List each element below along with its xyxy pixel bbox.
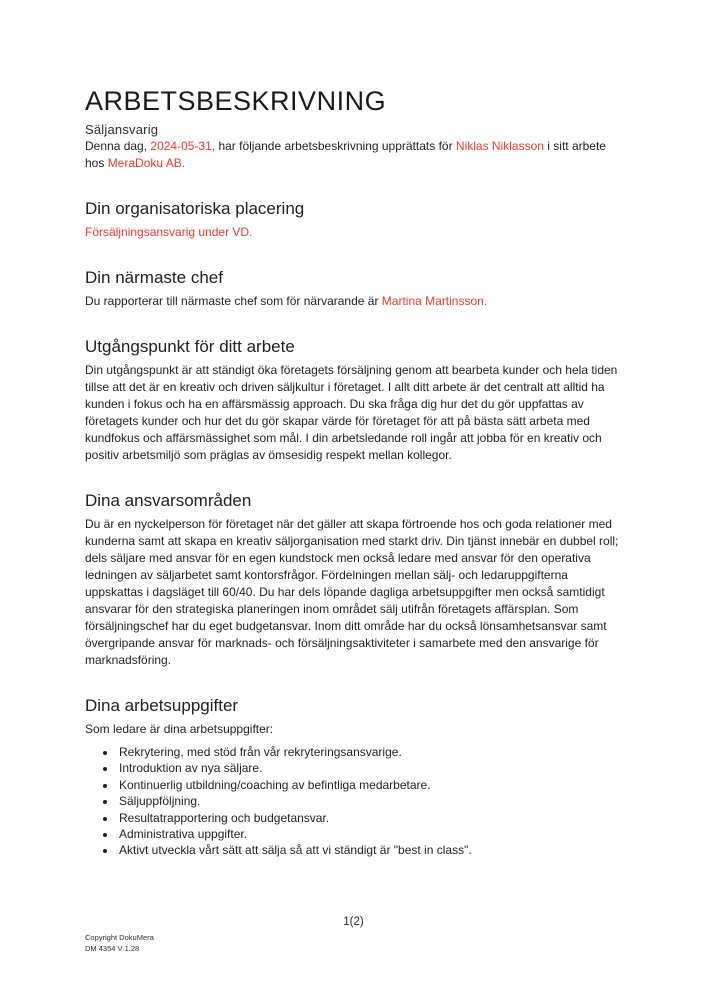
bullet-item: • Aktivt utveckla vårt sätt att sälja så att vi ständigt är "best in class". [117, 842, 622, 858]
copyright-block [85, 933, 154, 954]
task-bullet-list [85, 744, 622, 859]
text-run: Denna dag, [85, 139, 151, 153]
text-run: Du rapporterar till närmaste chef som för närvarande är [85, 294, 382, 308]
document-title: ARBETSBESKRIVNING [85, 86, 387, 116]
intro-paragraph [85, 138, 622, 172]
section-heading-narmaste-chef: Din närmaste chef [85, 268, 223, 287]
highlighted-value: MeraDoku AB. [107, 156, 186, 170]
section-heading-ansvarsomraden: Dina ansvarsområden [85, 491, 252, 510]
section-body-utgangspunkt [85, 362, 622, 464]
document-subtitle: Säljansvarig [85, 122, 159, 137]
section-body-ansvarsomraden [85, 516, 622, 669]
section-body-narmaste-chef [85, 293, 622, 310]
section-body-organisatorisk-placering [85, 224, 622, 241]
bullet-item: • Rekrytering, med stöd från vår rekryteringsansvarige. [117, 744, 622, 760]
highlighted-value: Försäljningsansvarig under VD. [85, 225, 253, 239]
highlighted-value: 2024-05-31, [150, 139, 216, 153]
section-arbetsuppgifter [85, 695, 622, 859]
section-heading-organisatorisk-placering: Din organisatoriska placering [85, 199, 305, 218]
bullet-item: • Kontinuerlig utbildning/coaching av befintliga medarbetare. [117, 777, 622, 793]
section-utgangspunkt [85, 336, 622, 464]
page-number: 1(2) [343, 916, 364, 928]
bullet-item: • Säljuppföljning. [117, 793, 622, 809]
text-run: har följande arbetsbeskrivning upprättats för [215, 139, 456, 153]
highlighted-value: Martina Martinsson. [381, 294, 488, 308]
bullet-item: • Resultatrapportering och budgetansvar. [117, 810, 622, 826]
highlighted-value: Niklas Niklasson [455, 139, 544, 153]
copyright-line: Copyright DokuMera [85, 933, 154, 942]
text-run: Din utgångspunkt är att ständigt öka företagets försäljning genom att bearbeta kunder och hela tiden tillse att det är en kreativ och driven säljkultur i företaget. I allt ditt arbete är det centralt att alltid ha kunden i fokus och ha en affärsmässig approach. Du ska fråga dig hur det du gör uppfattas av företagets kunder och hur det du gör skapar värde för företaget för att på bästa sätt arbeta med kundfokus och affärsmässighet som mål. I din arbetsledande roll ingår att jobba för en kreativ och positiv arbetsmiljö som präglas av ömsesidig respekt mellan kollegor. [85, 363, 618, 462]
text-run: Du är en nyckelperson för företaget när det gäller att skapa förtroende hos och goda relationer med kunderna samt att skapa en kreativ säljorganisation med starkt driv. Din tjänst innebär en dubbel roll; dels säljare med ansvar för en egen kundstock men också ledare med ansvar för den operativa ledningen av säljarbetet samt kontorsfrågor. Fördelningen mellan sälj- och ledaruppgifterna uppskattas i dagsläget till 60/40. Du har dels löpande dagliga arbetsuppgifter men också samtidigt ansvarar för den strategiska planeringen inom området sälj utifrån företagets affärsplan. Som försäljningschef har du eget budgetansvar. Inom ditt område har du också lönsamhetsansvar samt övergripande ansvar för marknads- och försäljningsaktiviteter i samarbete med den ansvarige för marknadsföring. [85, 517, 619, 667]
section-heading-arbetsuppgifter: Dina arbetsuppgifter [85, 696, 239, 715]
text-run: i sitt arbete hos [85, 139, 606, 170]
document-version: DM 4354 V 1.28 [85, 943, 140, 953]
section-heading-utgangspunkt: Utgångspunkt för ditt arbete [85, 337, 295, 356]
section-organisatorisk-placering [85, 198, 622, 241]
bullet-item: • Administrativa uppgifter. [117, 826, 622, 842]
section-lead-arbetsuppgifter: Som ledare är dina arbetsuppgifter: [85, 722, 274, 736]
section-narmaste-chef [85, 267, 622, 310]
bullet-item: • Introduktion av nya säljare. [117, 760, 622, 776]
section-ansvarsomraden [85, 490, 622, 669]
